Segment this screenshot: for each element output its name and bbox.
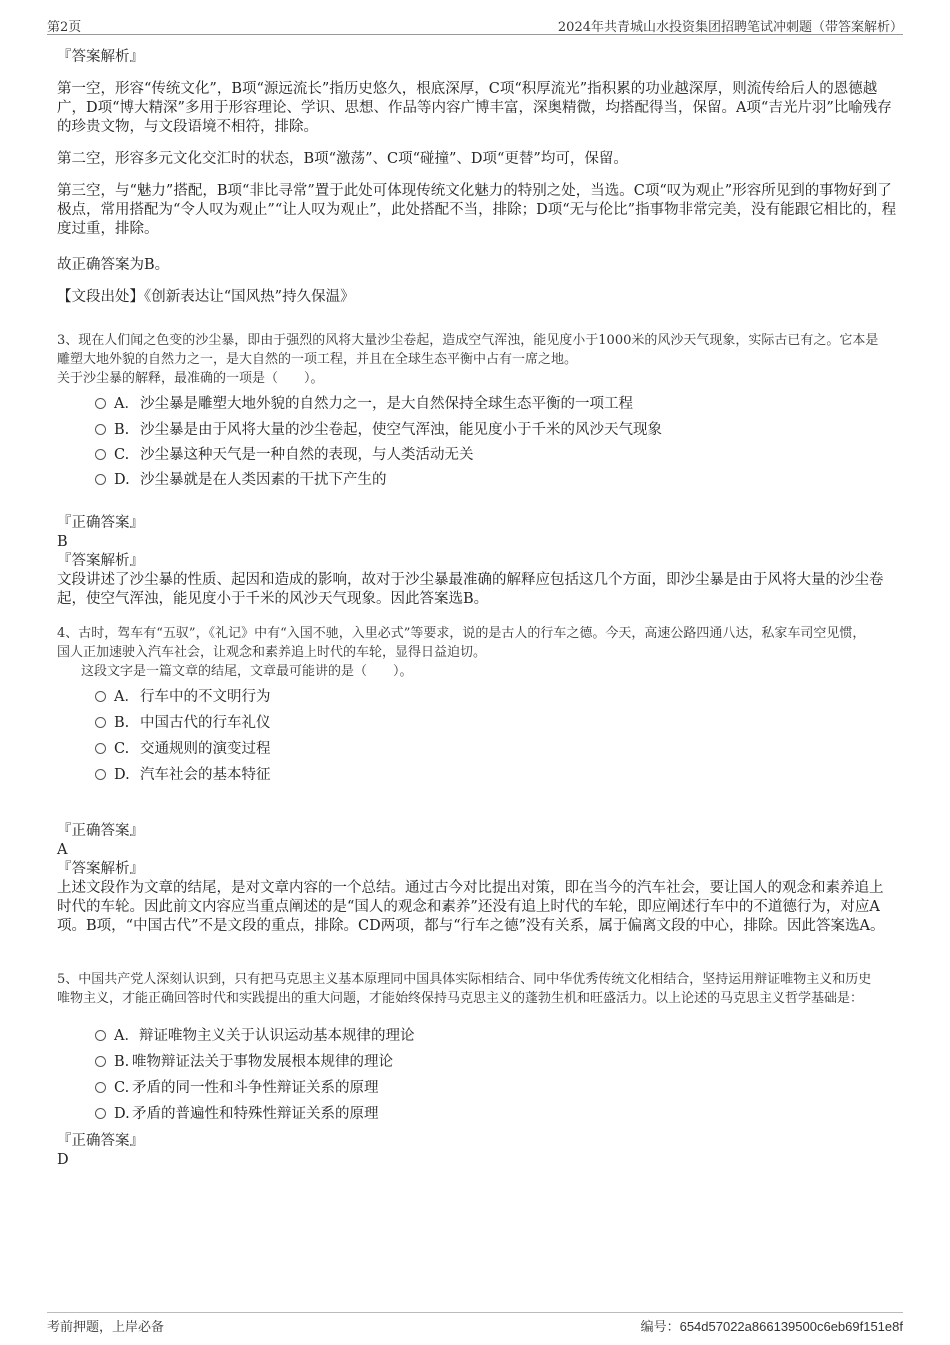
question-stem-line: 3、现在人们闻之色变的沙尘暴，即由于强烈的风将大量沙尘卷起，造成空气浑浊，能见度小于1000米的风沙天气现象，实际古已有之。它本是 [57,333,879,348]
analysis-text: 上述文段作为文章的结尾，是对文章内容的一个总结。通过古今对比提出对策，即在当今的汽车社会，要让国人的观念和素养追上时代的车轮。因此前文内容应当重点阐述的是“国人的观念和素养”还没有追上时代的车轮，即应阐述行车中的不道德行为，对应A项。B项，“中国古代”不是文段的重点，排除。CD两项，都与“行车之德”没有关系，属于偏离文段的中心，排除。因此答案选A。 [57,880,885,934]
option-letter: D. [114,472,130,488]
radio-icon[interactable] [95,398,106,409]
answer-label: 『正确答案』 [57,1133,144,1149]
answer-value: A [57,842,68,858]
radio-icon[interactable] [95,743,106,754]
question-4-stem [57,624,897,681]
answer-label: 『正确答案』 [57,823,144,839]
radio-icon[interactable] [95,1108,106,1119]
radio-icon[interactable] [95,1030,106,1041]
option-letter: A． [114,689,139,705]
radio-icon[interactable] [95,1082,106,1093]
prev-analysis-label-block [57,48,897,67]
question-4-option-c[interactable] [95,739,271,759]
question-stem-line: 国人正加速驶入汽车社会，让观念和素养追上时代的车轮，显得日益迫切。 [57,645,487,660]
option-text: 沙尘暴是雕塑大地外貌的自然力之一，是大自然保持全球生态平衡的一项工程 [140,396,633,412]
option-letter: A． [114,396,139,412]
option-letter: A． [114,1028,139,1044]
option-letter: D. [114,767,130,783]
question-3-stem [57,331,897,388]
footer-slogan: 考前押题，上岸必备 [47,1320,165,1335]
question-stem-line: 5、中国共产党人深刻认识到，只有把马克思主义基本原理同中国具体实际相结合、同中华优秀传统文化相结合，坚持运用辩证唯物主义和历史 [57,972,872,987]
option-text: 矛盾的同一性和斗争性辩证关系的原理 [132,1080,379,1096]
answer-label: 『正确答案』 [57,515,144,531]
analysis-label: 『答案解析』 [57,49,144,65]
prev-analysis-para1 [57,80,897,137]
prev-analysis-para3 [57,182,897,239]
page-footer [47,1312,903,1335]
question-3-option-d[interactable] [95,470,387,490]
option-text: 矛盾的普遍性和特殊性辩证关系的原理 [132,1106,379,1122]
document-serial: 编号：654d57022a866139500c6eb69f151e8f [640,1319,903,1334]
analysis-text: 文段讲述了沙尘暴的性质、起因和造成的影响，故对于沙尘暴最准确的解释应包括这几个方面，即沙尘暴是由于风将大量的沙尘卷起，使空气浑浊，能见度小于千米的风沙天气现象。因此答案选B。 [57,572,884,607]
question-5-option-c[interactable] [95,1078,379,1098]
question-3-option-b[interactable] [95,420,662,440]
option-letter: D. [114,1106,130,1122]
option-letter: C. [114,1080,130,1096]
option-text: 中国古代的行车礼仪 [140,715,271,731]
option-text: 辩证唯物主义关于认识运动基本规律的理论 [138,1028,415,1044]
question-stem-line: 雕塑大地外貌的自然力之一，是大自然的一项工程，并且在全球生态平衡中占有一席之地。 [57,352,578,367]
answer-value: D [57,1152,69,1168]
option-text: 行车中的不文明行为 [140,689,271,705]
question-4-answer [57,822,897,936]
question-stem-line: 唯物主义，才能正确回答时代和实践提出的重大问题，才能始终保持马克思主义的蓬勃生机和旺盛活力。以上论述的马克思主义哲学基础是： [57,991,864,1006]
question-4-option-d[interactable] [95,765,271,785]
question-prompt: 这段文字是一篇文章的结尾，文章最可能讲的是（ ）。 [81,664,413,679]
source-text: 【文段出处】《创新表达让“国风热”持久保温》 [57,289,355,305]
question-5-option-a[interactable] [95,1026,414,1046]
option-letter: B. [114,1054,130,1070]
analysis-label: 『答案解析』 [57,553,144,569]
analysis-paragraph: 第一空，形容“传统文化”，B项“源远流长”指历史悠久，根底深厚，C项“积厚流光”指积累的功业越深厚，则流传给后人的恩德越广，D项“博大精深”多用于形容理论、学识、思想、作品等内容广博丰富，深奥精微，均搭配得当，保留。A项“吉光片羽”比喻残存的珍贵文物，与文段语境不相符，排除。 [57,81,892,135]
question-5-option-d[interactable] [95,1104,379,1124]
option-text: 沙尘暴是由于风将大量的沙尘卷起，使空气浑浊，能见度小于千米的风沙天气现象 [140,422,662,438]
prev-conclusion [57,256,897,275]
option-text: 沙尘暴这种天气是一种自然的表现，与人类活动无关 [140,447,474,463]
option-letter: B. [114,422,130,438]
question-3-option-c[interactable] [95,445,474,465]
option-text: 交通规则的演变过程 [140,741,271,757]
analysis-paragraph: 第三空，与“魅力”搭配，B项“非比寻常”置于此处可体现传统文化魅力的特别之处，当选。C项“叹为观止”形容所见到的事物好到了极点，常用搭配为“令人叹为观止”“让人叹为观止”，此处搭配不当，排除；D项“无与伦比”指事物非常完美，没有能跟它相比的，程度过重，排除。 [57,183,897,237]
question-5-answer [57,1132,897,1170]
radio-icon[interactable] [95,424,106,435]
option-letter: C. [114,447,130,463]
option-letter: C. [114,741,130,757]
page-header [47,14,903,35]
radio-icon[interactable] [95,691,106,702]
radio-icon[interactable] [95,717,106,728]
analysis-paragraph: 第二空，形容多元文化交汇时的状态，B项“激荡”、C项“碰撞”、D项“更替”均可，保留。 [57,151,628,167]
question-5-stem [57,970,897,1008]
question-4-option-a[interactable] [95,687,271,707]
radio-icon[interactable] [95,474,106,485]
question-3-option-a[interactable] [95,394,633,414]
radio-icon[interactable] [95,1056,106,1067]
analysis-label: 『答案解析』 [57,861,144,877]
radio-icon[interactable] [95,769,106,780]
question-4-option-b[interactable] [95,713,271,733]
question-prompt: 关于沙尘暴的解释，最准确的一项是（ ）。 [57,371,324,386]
prev-analysis-para2 [57,150,897,169]
question-3-answer [57,514,897,609]
option-letter: B. [114,715,130,731]
question-5-option-b[interactable] [95,1052,393,1072]
page-number: 第2页 [47,20,82,35]
prev-source [57,288,897,307]
conclusion-text: 故正确答案为B。 [57,257,170,273]
answer-value: B [57,534,68,550]
radio-icon[interactable] [95,449,106,460]
document-title: 2024年共青城山水投资集团招聘笔试冲刺题（带答案解析） [557,20,903,35]
option-text: 汽车社会的基本特征 [140,767,271,783]
question-stem-line: 4、古时，驾车有“五驭”，《礼记》中有“入国不驰，入里必式”等要求，说的是古人的行车之德。今天，高速公路四通八达，私家车司空见惯， [57,626,866,641]
option-text: 沙尘暴就是在人类因素的干扰下产生的 [140,472,387,488]
option-text: 唯物辩证法关于事物发展根本规律的理论 [132,1054,393,1070]
